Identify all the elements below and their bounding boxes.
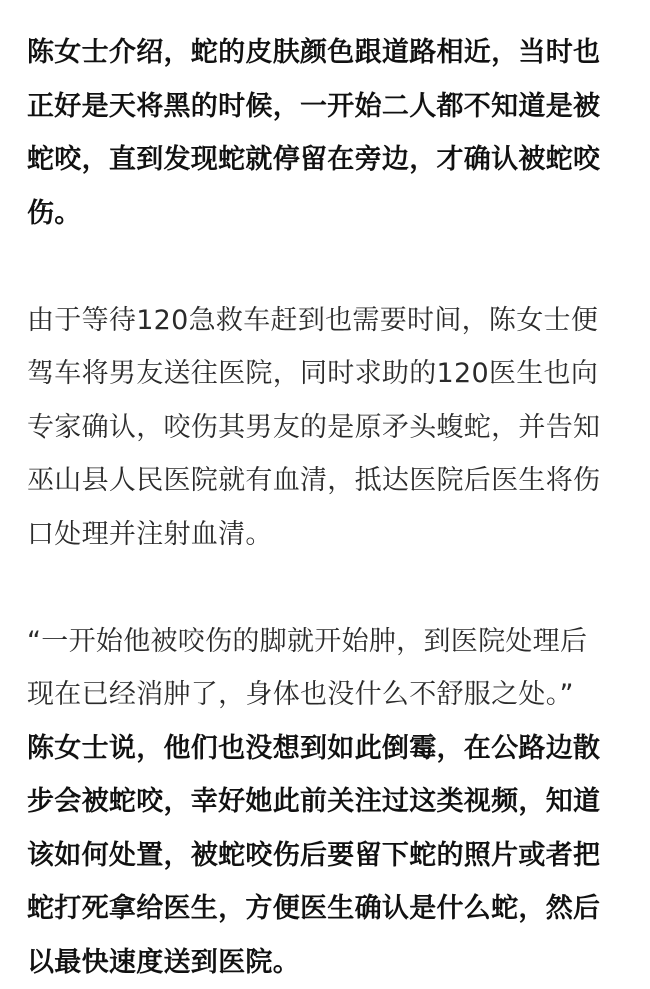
paragraph-intro: 陈女士介绍，蛇的皮肤颜色跟道路相近，当时也 正好是天将黑的时候，一开始二人都不知道是被 蛇咬，直到发现蛇就停留在旁边，才确认被蛇咬 伤。 — [27, 26, 627, 240]
paragraph-spacer — [27, 240, 627, 294]
paragraph-quote: “一开始他被咬伤的脚就开始肿，到医院处理后 现在已经消肿了，身体也没什么不舒服之处。” — [27, 615, 627, 722]
article-body — [27, 26, 627, 989]
paragraph-spacer — [27, 561, 627, 615]
paragraph-advice: 陈女士说，他们也没想到如此倒霉，在公路边散 步会被蛇咬，幸好她此前关注过这类视频，知道 该如何处置，被蛇咬伤后要留下蛇的照片或者把 蛇打死拿给医生，方便医生确认是什么蛇，然后 以最快速度送到医院。 — [27, 722, 627, 989]
paragraph-hospital: 由于等待120急救车赶到也需要时间，陈女士便 驾车将男友送往医院，同时求助的120医生也向 专家确认，咬伤其男友的是原矛头蝮蛇，并告知 巫山县人民医院就有血清，抵达医院后医生将伤 口处理并注射血清。 — [27, 294, 627, 562]
